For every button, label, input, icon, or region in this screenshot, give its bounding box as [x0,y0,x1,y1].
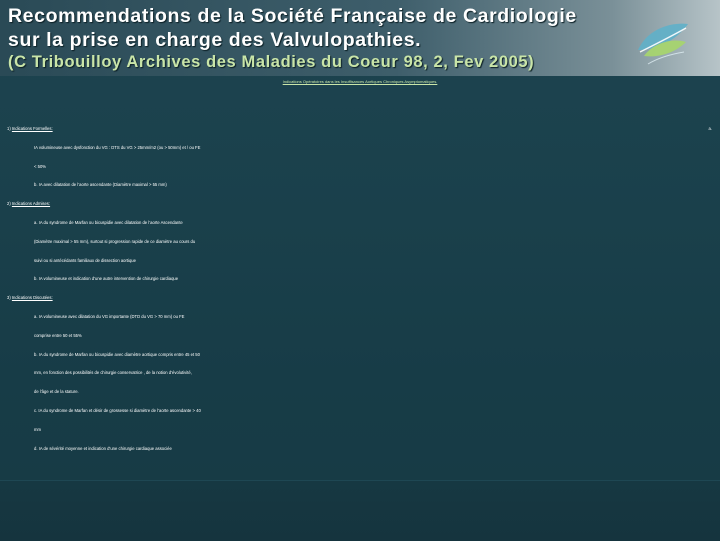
section-title: Indications Admises: [11,201,51,207]
slide-title-line-1: Recommendations de la Société Française de Cardiologie [8,5,577,27]
list-item: comprise entre 50 et 55% [34,332,82,338]
leaf-logo-icon [634,16,690,68]
list-item: suivi ou si antécédants familiaux de dissection aortique [34,257,136,263]
list-item: a. IA volumineuse avec dilatation du VG importante (DTD du VG > 70 mm) ou FE [34,313,185,319]
section-number: 3) [7,295,12,301]
section-heading-discutees [0,289,720,308]
list-item: a. IA du syndrome de Marfan ou bicuspidie avec dilatation de l’aorte Ascendante [34,219,183,225]
section-title: Indications Formelles: [11,126,53,131]
list-item: < 50% [34,163,46,169]
list-item: b. IA du syndrome de Marfan ou bicuspidie avec diamètre aortique compris entre 45 et 50 [34,351,200,357]
section-title: Indications Discutées: [11,295,53,301]
list-item: d. IA de sévérité moyenne et indication d’une chirurgie cardiaque associée [34,445,172,451]
section-heading-admises [0,195,720,214]
slide-subtitle: Indications Opératoires dans les Insuffisances Aortiques Chroniques Asymptomatiques. [282,79,438,84]
section-number: 2) [7,201,12,207]
section-number: 1) [7,126,12,131]
list-item: IA volumineuse avec dysfonction du VG : DTS du VG > 25mm/m2 (ou > 50mm) et / ou FE [34,144,201,150]
list-item: mm [34,426,41,432]
item-letter: a. [708,126,712,131]
list-item: de l’âge et de la stature. [34,389,79,395]
list-item: (Diamètre maximal > 55 mm), surtout si progression rapide de ce diamètre au cours du [34,238,196,244]
footer-band [0,480,720,541]
reference-citation: (C Tribouilloy Archives des Maladies du Coeur 98, 2, Fev 2005) [8,53,535,71]
list-item: b. IA avec dilatation de l’aorte ascendante (Diamètre maximal > 55 mm) [34,182,167,188]
recommendations-body [0,120,720,458]
list-item: c. IA du syndrome de Marfan et désir de grossesse si diamètre de l’aorte ascendante > 40 [34,407,201,413]
list-item: b. IA volumineuse et indication d’une autre intervention de chirurgie cardiaque [34,276,179,282]
slide-title-line-2: sur la prise en charge des Valvulopathies. [8,29,422,51]
list-item: mm, en fonction des possibilités de chirurgie conservatrice , de la notion d’évolutivité, [34,370,192,376]
section-heading-formelles [0,120,720,139]
